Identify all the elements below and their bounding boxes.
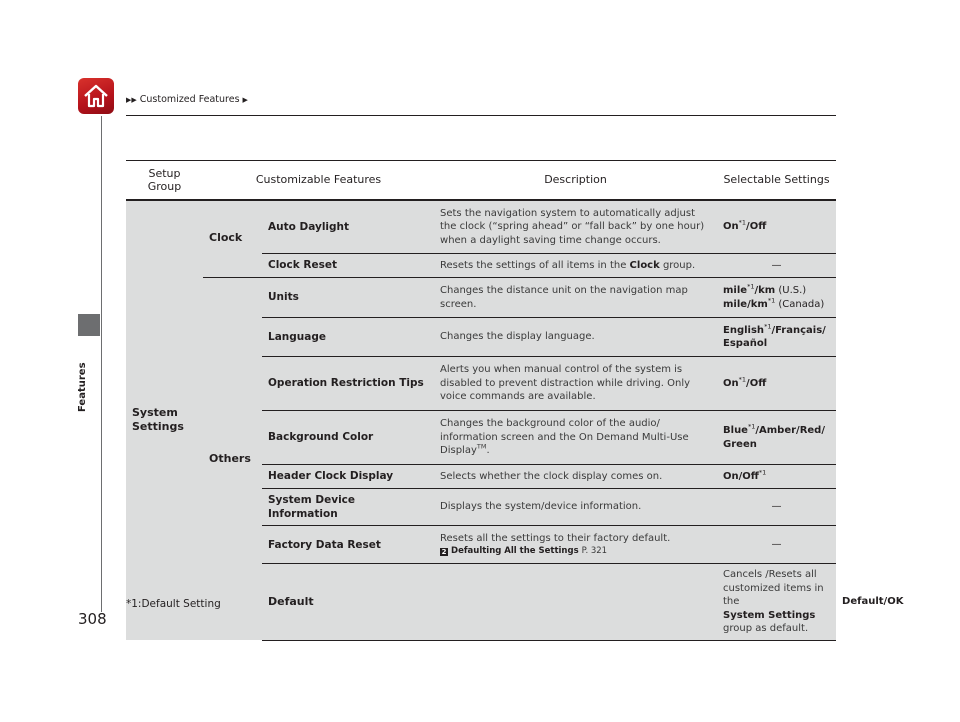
description-header-clock-display: Selects whether the clock display comes on. [434,465,717,489]
settings-factory-data-reset: — [717,526,836,564]
subgroup-others: Others [203,278,262,641]
breadcrumb [126,94,248,105]
header-setup-group: Setup Group [126,161,203,200]
description-operation-restriction-tips: Alerts you when manual control of the system is disabled to prevent distraction while driving. Only voice commands are available. [434,357,717,411]
table-row: Default Cancels /Resets all customized items in the System Settings group as default. Default/OK [126,564,836,641]
customizable-features-table [126,160,904,641]
cross-reference-icon: 2 [441,548,447,557]
settings-language: English$^{*1}$/Français/ Español [717,318,836,357]
feature-header-clock-display: Header Clock Display [262,465,434,489]
feature-background-color: Background Color [262,411,434,465]
setup-group-label: System Settings [132,405,184,434]
subgroup-default: Default [262,564,717,641]
feature-operation-restriction-tips: Operation Restriction Tips [262,357,434,411]
description-auto-daylight: Sets the navigation system to automatically adjust the clock (“spring ahead” or “fall back” by one hour) when a daylight saving time change occurs. [434,200,717,254]
breadcrumb-arrow-icon: ▶ [242,95,248,104]
chapter-tab-label: Features [77,362,88,412]
feature-clock-reset: Clock Reset [262,254,434,278]
description-system-device-information: Displays the system/device information. [434,489,717,526]
description-factory-data-reset: Resets all the settings to their factory default. 2 Defaulting All the Settings P. 321 [434,526,717,564]
chapter-tab-marker[interactable] [78,314,100,336]
settings-background-color: Blue$^{*1}$/Amber/Red/ Green [717,411,836,465]
page-number: 308 [78,610,107,628]
settings-units: mile$^{*1}$/km (U.S.) mile/$km^{*1}$ (Canada) [717,278,836,318]
settings-operation-restriction-tips: On$^{*1}$/Off [717,357,836,411]
footnote: *1:Default Setting [126,598,221,610]
settings-clock-reset: — [717,254,836,278]
feature-factory-data-reset: Factory Data Reset [262,526,434,564]
settings-auto-daylight: On$^{*1}$/Off [717,200,836,254]
breadcrumb-arrow-icon: ▶▶ [126,95,137,104]
subgroup-clock: Clock [203,200,262,278]
settings-system-device-information: — [717,489,836,526]
header-description: Description [434,161,717,200]
description-background-color: Changes the background color of the audio/ information screen and the On Demand Multi-Use Display™. [434,411,717,465]
table-row [126,200,836,254]
breadcrumb-link[interactable]: Customized Features [139,94,240,105]
cross-reference-link[interactable]: 2 Defaulting All the Settings P. 321 [441,546,608,557]
header-customizable-features: Customizable Features [203,161,434,200]
description-default: Cancels /Resets all customized items in the System Settings group as default. [717,564,836,641]
table-header-row [126,161,836,200]
setup-group-cell [126,200,203,641]
feature-units: Units [262,278,434,318]
header-selectable-settings: Selectable Settings [717,161,836,200]
settings-header-clock-display: On/Off$^{*1}$ [717,465,836,489]
description-language: Changes the display language. [434,318,717,357]
margin-divider [101,116,102,612]
table-row [126,278,836,318]
feature-auto-daylight: Auto Daylight [262,200,434,254]
home-icon[interactable] [78,78,114,114]
description-clock-reset: Resets the settings of all items in the Clock group. [434,254,717,278]
description-units: Changes the distance unit on the navigation map screen. [434,278,717,318]
feature-language: Language [262,318,434,357]
feature-system-device-information: System Device Information [262,489,434,526]
header-rule [126,115,836,116]
